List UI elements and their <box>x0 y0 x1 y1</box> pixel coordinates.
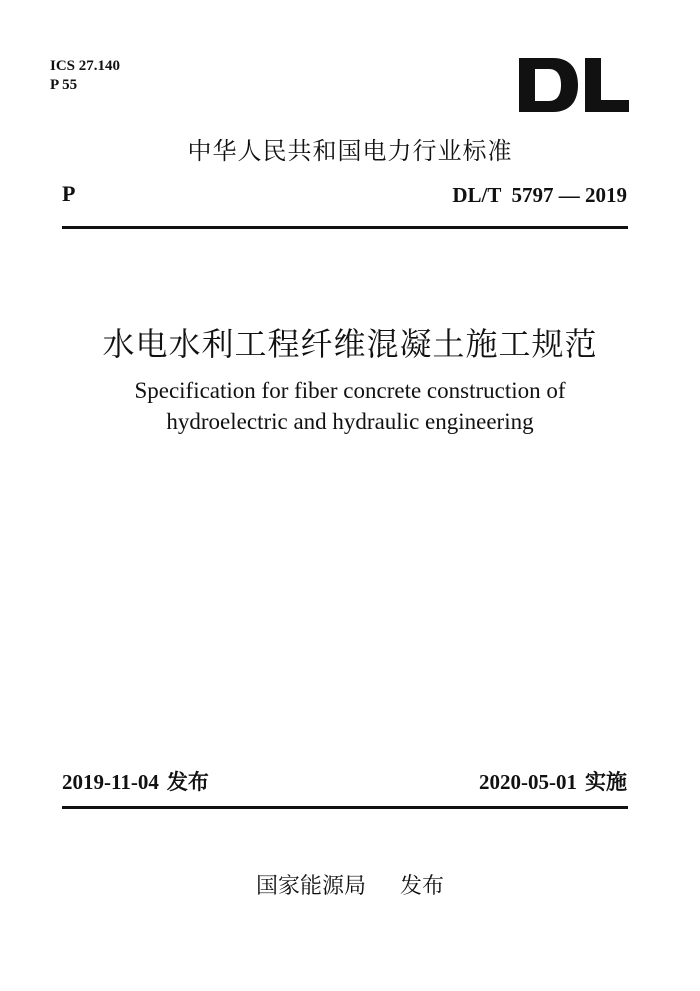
bottom-divider <box>62 806 628 809</box>
dl-logo <box>519 58 629 112</box>
publisher <box>0 872 700 902</box>
standard-number: DL/T 5797 — 2019 <box>452 183 627 207</box>
issuing-body-title: 中华人民共和国电力行业标准 <box>187 137 513 165</box>
title-english-line2: hydroelectric and hydraulic engineering <box>166 409 534 434</box>
issue-date-value: 2019-11-04 <box>62 770 159 794</box>
implementation-date-value: 2020-05-01 <box>479 770 577 794</box>
title-chinese: 水电水利工程纤维混凝土施工规范 <box>102 325 598 363</box>
p-code: P 55 <box>50 77 78 93</box>
publisher-name: 国家能源局 <box>255 874 366 899</box>
classification-letter: P <box>62 181 76 206</box>
top-divider <box>62 226 628 229</box>
publisher-label: 发布 <box>400 874 445 899</box>
issue-date <box>62 768 209 796</box>
implementation-date <box>479 768 627 796</box>
implementation-label: 实施 <box>585 770 627 794</box>
issue-label: 发布 <box>166 770 209 794</box>
ics-code: ICS 27.140 <box>50 58 121 74</box>
title-english-line1: Specification for fiber concrete construction of <box>134 378 566 403</box>
